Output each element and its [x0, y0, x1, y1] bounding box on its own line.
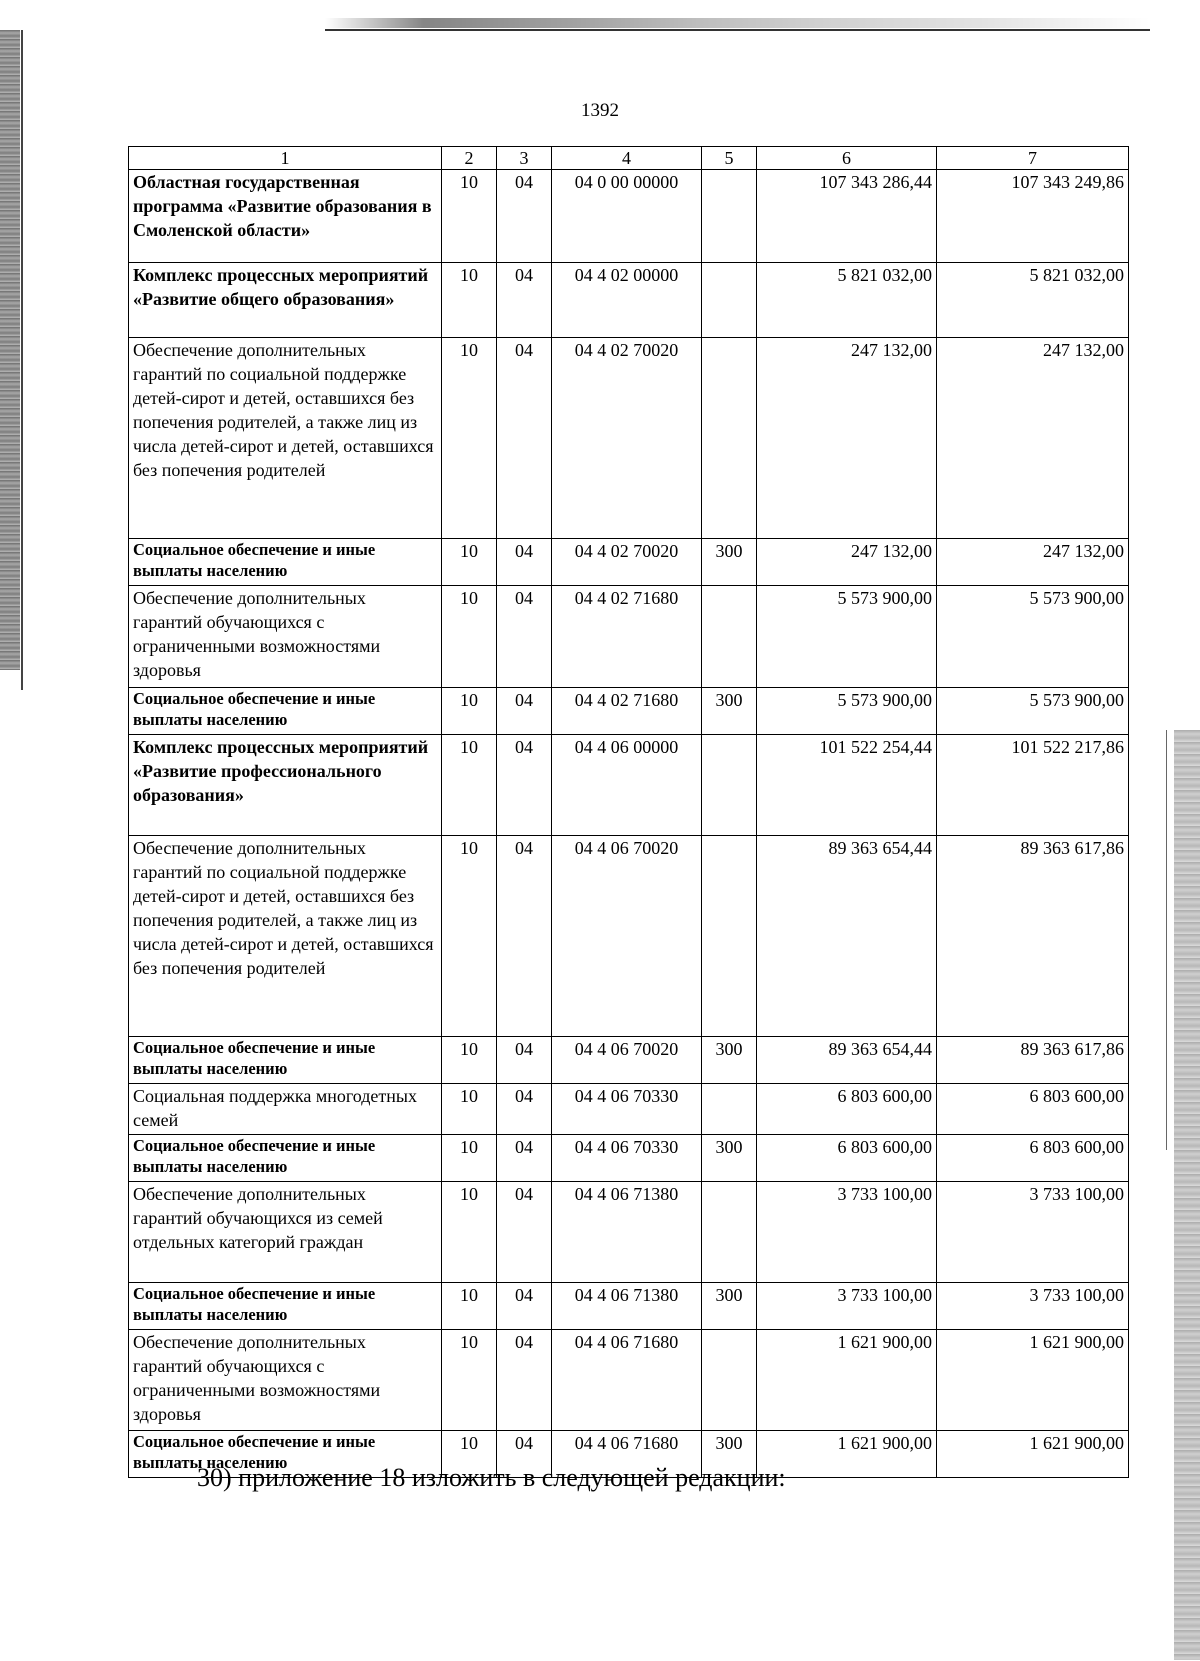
table-row	[129, 735, 1129, 836]
scan-artifact-left-line	[21, 30, 23, 690]
section-code-cell: 10	[442, 1283, 497, 1330]
amount-year2-cell: 6 803 600,00	[937, 1135, 1129, 1182]
target-article-cell: 04 4 06 71680	[552, 1330, 702, 1431]
amount-year2-cell: 247 132,00	[937, 338, 1129, 539]
target-article-cell: 04 4 02 70020	[552, 338, 702, 539]
row-name-cell: Обеспечение дополнительных гарантий обучающихся с ограниченными возможностями здоровья	[129, 586, 442, 688]
budget-table-body	[129, 147, 1129, 1478]
scan-artifact-right-line	[1166, 730, 1167, 1150]
target-article-cell: 04 4 02 70020	[552, 539, 702, 586]
expense-type-cell: 300	[702, 688, 757, 735]
footer-note: 30) приложение 18 изложить в следующей редакции:	[197, 1463, 786, 1492]
row-name-cell: Обеспечение дополнительных гарантий по социальной поддержке детей-сирот и детей, оставшихся без попечения родителей, а также лиц из числа детей-сирот и детей, оставшихся без попечения родителей	[129, 338, 442, 539]
amount-year1-cell: 1 621 900,00	[757, 1431, 937, 1478]
amount-year1-cell: 3 733 100,00	[757, 1182, 937, 1283]
amount-year1-cell: 6 803 600,00	[757, 1084, 937, 1135]
subsection-code-cell: 04	[497, 1431, 552, 1478]
table-row	[129, 1135, 1129, 1182]
expense-type-cell: 300	[702, 1431, 757, 1478]
target-article-cell: 04 4 06 70330	[552, 1084, 702, 1135]
column-header: 7	[937, 147, 1129, 170]
section-code-cell: 10	[442, 539, 497, 586]
expense-type-cell: 300	[702, 539, 757, 586]
subsection-code-cell: 04	[497, 338, 552, 539]
target-article-cell: 04 4 06 70020	[552, 1037, 702, 1084]
subsection-code-cell: 04	[497, 1084, 552, 1135]
expense-type-cell	[702, 338, 757, 539]
subsection-code-cell: 04	[497, 688, 552, 735]
section-code-cell: 10	[442, 1037, 497, 1084]
amount-year1-cell: 107 343 286,44	[757, 170, 937, 263]
section-code-cell: 10	[442, 170, 497, 263]
expense-type-cell: 300	[702, 1037, 757, 1084]
subsection-code-cell: 04	[497, 586, 552, 688]
target-article-cell: 04 4 06 71380	[552, 1182, 702, 1283]
subsection-code-cell: 04	[497, 170, 552, 263]
row-name-cell: Социальное обеспечение и иные выплаты населению	[129, 1431, 442, 1478]
table-row	[129, 1084, 1129, 1135]
table-row	[129, 170, 1129, 263]
table-row	[129, 1283, 1129, 1330]
expense-type-cell	[702, 1330, 757, 1431]
amount-year1-cell: 89 363 654,44	[757, 1037, 937, 1084]
section-code-cell: 10	[442, 1330, 497, 1431]
table-row	[129, 688, 1129, 735]
scan-artifact-top-line	[325, 29, 1150, 31]
section-code-cell: 10	[442, 338, 497, 539]
section-code-cell: 10	[442, 836, 497, 1037]
subsection-code-cell: 04	[497, 1182, 552, 1283]
column-header: 1	[129, 147, 442, 170]
section-code-cell: 10	[442, 1431, 497, 1478]
amount-year2-cell: 5 821 032,00	[937, 263, 1129, 338]
expense-type-cell	[702, 586, 757, 688]
row-name-cell: Обеспечение дополнительных гарантий обучающихся из семей отдельных категорий граждан	[129, 1182, 442, 1283]
row-name-cell: Социальное обеспечение и иные выплаты населению	[129, 688, 442, 735]
target-article-cell: 04 4 06 70020	[552, 836, 702, 1037]
column-header: 2	[442, 147, 497, 170]
subsection-code-cell: 04	[497, 1135, 552, 1182]
row-name-cell: Социальное обеспечение и иные выплаты населению	[129, 1135, 442, 1182]
section-code-cell: 10	[442, 688, 497, 735]
subsection-code-cell: 04	[497, 735, 552, 836]
amount-year2-cell: 1 621 900,00	[937, 1330, 1129, 1431]
row-name-cell: Социальное обеспечение и иные выплаты населению	[129, 1283, 442, 1330]
column-header: 3	[497, 147, 552, 170]
subsection-code-cell: 04	[497, 1330, 552, 1431]
section-code-cell: 10	[442, 1135, 497, 1182]
table-row	[129, 539, 1129, 586]
subsection-code-cell: 04	[497, 539, 552, 586]
table-row	[129, 836, 1129, 1037]
expense-type-cell	[702, 1084, 757, 1135]
column-header: 5	[702, 147, 757, 170]
amount-year2-cell: 3 733 100,00	[937, 1283, 1129, 1330]
expense-type-cell: 300	[702, 1283, 757, 1330]
amount-year2-cell: 247 132,00	[937, 539, 1129, 586]
subsection-code-cell: 04	[497, 1037, 552, 1084]
amount-year2-cell: 89 363 617,86	[937, 1037, 1129, 1084]
target-article-cell: 04 4 06 71680	[552, 1431, 702, 1478]
row-name-cell: Социальная поддержка многодетных семей	[129, 1084, 442, 1135]
row-name-cell: Социальное обеспечение и иные выплаты населению	[129, 1037, 442, 1084]
amount-year1-cell: 89 363 654,44	[757, 836, 937, 1037]
subsection-code-cell: 04	[497, 1283, 552, 1330]
amount-year1-cell: 101 522 254,44	[757, 735, 937, 836]
row-name-cell: Комплекс процессных мероприятий «Развитие профессионального образования»	[129, 735, 442, 836]
table-row	[129, 1330, 1129, 1431]
row-name-cell: Обеспечение дополнительных гарантий по социальной поддержке детей-сирот и детей, оставшихся без попечения родителей, а также лиц из числа детей-сирот и детей, оставшихся без попечения родителей	[129, 836, 442, 1037]
section-code-cell: 10	[442, 735, 497, 836]
amount-year2-cell: 1 621 900,00	[937, 1431, 1129, 1478]
amount-year2-cell: 89 363 617,86	[937, 836, 1129, 1037]
target-article-cell: 04 4 06 00000	[552, 735, 702, 836]
target-article-cell: 04 4 06 70330	[552, 1135, 702, 1182]
expense-type-cell: 300	[702, 1135, 757, 1182]
amount-year1-cell: 247 132,00	[757, 539, 937, 586]
section-code-cell: 10	[442, 586, 497, 688]
section-code-cell: 10	[442, 263, 497, 338]
amount-year2-cell: 3 733 100,00	[937, 1182, 1129, 1283]
amount-year1-cell: 247 132,00	[757, 338, 937, 539]
table-row	[129, 1182, 1129, 1283]
subsection-code-cell: 04	[497, 263, 552, 338]
amount-year2-cell: 5 573 900,00	[937, 586, 1129, 688]
amount-year2-cell: 6 803 600,00	[937, 1084, 1129, 1135]
table-header-row	[129, 147, 1129, 170]
budget-table	[128, 146, 1129, 1478]
section-code-cell: 10	[442, 1182, 497, 1283]
expense-type-cell	[702, 263, 757, 338]
subsection-code-cell: 04	[497, 836, 552, 1037]
expense-type-cell	[702, 735, 757, 836]
column-header: 4	[552, 147, 702, 170]
target-article-cell: 04 0 00 00000	[552, 170, 702, 263]
expense-type-cell	[702, 1182, 757, 1283]
expense-type-cell	[702, 836, 757, 1037]
table-row	[129, 1037, 1129, 1084]
scan-artifact-top	[325, 18, 1150, 28]
row-name-cell: Областная государственная программа «Развитие образования в Смоленской области»	[129, 170, 442, 263]
scan-artifact-left	[0, 30, 20, 670]
target-article-cell: 04 4 02 71680	[552, 688, 702, 735]
row-name-cell: Социальное обеспечение и иные выплаты населению	[129, 539, 442, 586]
scan-artifact-right	[1174, 730, 1200, 1660]
target-article-cell: 04 4 02 71680	[552, 586, 702, 688]
amount-year1-cell: 6 803 600,00	[757, 1135, 937, 1182]
target-article-cell: 04 4 02 00000	[552, 263, 702, 338]
table-row	[129, 338, 1129, 539]
row-name-cell: Комплекс процессных мероприятий «Развитие общего образования»	[129, 263, 442, 338]
amount-year1-cell: 1 621 900,00	[757, 1330, 937, 1431]
table-row	[129, 586, 1129, 688]
amount-year2-cell: 101 522 217,86	[937, 735, 1129, 836]
amount-year1-cell: 3 733 100,00	[757, 1283, 937, 1330]
target-article-cell: 04 4 06 71380	[552, 1283, 702, 1330]
row-name-cell: Обеспечение дополнительных гарантий обучающихся с ограниченными возможностями здоровья	[129, 1330, 442, 1431]
page-number: 1392	[581, 100, 619, 121]
table-row	[129, 263, 1129, 338]
amount-year2-cell: 107 343 249,86	[937, 170, 1129, 263]
amount-year1-cell: 5 821 032,00	[757, 263, 937, 338]
amount-year1-cell: 5 573 900,00	[757, 586, 937, 688]
section-code-cell: 10	[442, 1084, 497, 1135]
column-header: 6	[757, 147, 937, 170]
amount-year1-cell: 5 573 900,00	[757, 688, 937, 735]
amount-year2-cell: 5 573 900,00	[937, 688, 1129, 735]
expense-type-cell	[702, 170, 757, 263]
